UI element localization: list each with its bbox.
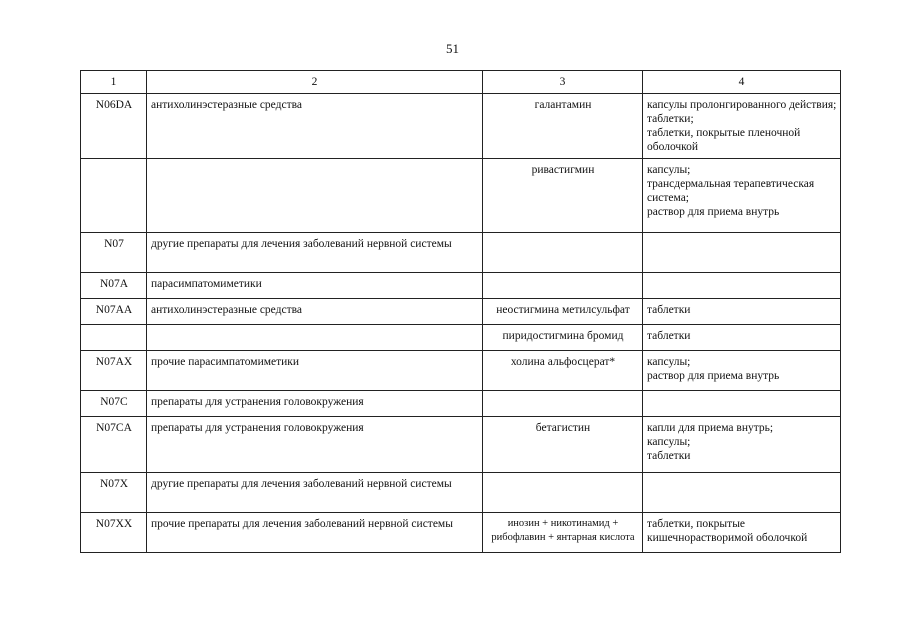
group-name-cell: препараты для устранения головокружения — [147, 391, 483, 417]
dosage-form-line: таблетки — [647, 330, 691, 342]
page-number: 51 — [446, 41, 459, 56]
dosage-form-line: раствор для приема внутрь — [647, 370, 780, 382]
dosage-forms-cell — [643, 159, 841, 233]
table-row — [81, 94, 841, 159]
dosage-forms-cell — [643, 473, 841, 513]
header-col-1: 1 — [81, 71, 147, 94]
drug-name-cell: ривастигмин — [483, 159, 643, 233]
dosage-form-line: капсулы; — [647, 164, 691, 176]
dosage-form-line: таблетки — [647, 450, 691, 462]
dosage-forms-cell — [643, 299, 841, 325]
dosage-form-line: раствор для приема внутрь — [647, 206, 780, 218]
header-row — [81, 71, 841, 94]
dosage-forms-cell — [643, 351, 841, 391]
table-row — [81, 233, 841, 273]
group-name-cell — [147, 325, 483, 351]
drug-name-cell: холина альфосцерат* — [483, 351, 643, 391]
header-col-4: 4 — [643, 71, 841, 94]
drug-name-cell — [483, 273, 643, 299]
header-col-3: 3 — [483, 71, 643, 94]
drug-name-cell: инозин + никотинамид + рибофлавин + янтарная кислота — [483, 513, 643, 553]
drug-name-cell: галантамин — [483, 94, 643, 159]
group-name-cell: прочие парасимпатомиметики — [147, 351, 483, 391]
atc-code-cell — [81, 159, 147, 233]
table-row — [81, 325, 841, 351]
dosage-form-line: таблетки, покрытые пленочной оболочкой — [647, 127, 801, 153]
dosage-forms-cell — [643, 94, 841, 159]
group-name-cell: антихолинэстеразные средства — [147, 299, 483, 325]
atc-code-cell: N07AA — [81, 299, 147, 325]
dosage-forms-cell — [643, 391, 841, 417]
group-name-cell: прочие препараты для лечения заболеваний нервной системы — [147, 513, 483, 553]
table-header — [81, 71, 841, 94]
atc-code-cell — [81, 325, 147, 351]
atc-code-cell: N07 — [81, 233, 147, 273]
drug-name-cell — [483, 391, 643, 417]
drug-name-cell: неостигмина метилсульфат — [483, 299, 643, 325]
table-row — [81, 417, 841, 473]
group-name-cell: другие препараты для лечения заболеваний нервной системы — [147, 233, 483, 273]
group-name-cell: препараты для устранения головокружения — [147, 417, 483, 473]
group-name-cell: антихолинэстеразные средства — [147, 94, 483, 159]
table-row — [81, 473, 841, 513]
atc-code-cell: N07C — [81, 391, 147, 417]
table-row — [81, 351, 841, 391]
group-name-cell: другие препараты для лечения заболеваний нервной системы — [147, 473, 483, 513]
atc-code-cell: N07X — [81, 473, 147, 513]
table-row — [81, 299, 841, 325]
atc-code-cell: N07AX — [81, 351, 147, 391]
dosage-form-line: капли для приема внутрь; — [647, 422, 774, 434]
dosage-forms-cell — [643, 417, 841, 473]
atc-code-cell: N07A — [81, 273, 147, 299]
dosage-form-line: трансдермальная терапевтическая система; — [647, 178, 815, 204]
drug-name-cell — [483, 233, 643, 273]
atc-code-cell: N06DA — [81, 94, 147, 159]
dosage-form-line: капсулы пролонгированного действия; — [647, 99, 837, 111]
atc-code-cell: N07XX — [81, 513, 147, 553]
dosage-form-line: капсулы; — [647, 356, 691, 368]
table-body — [81, 94, 841, 553]
dosage-forms-cell — [643, 233, 841, 273]
atc-code-cell: N07CA — [81, 417, 147, 473]
drug-name-cell: бетагистин — [483, 417, 643, 473]
table-row — [81, 513, 841, 553]
drug-table — [80, 70, 841, 553]
drug-name-cell: пиридостигмина бромид — [483, 325, 643, 351]
header-col-2: 2 — [147, 71, 483, 94]
table-row — [81, 273, 841, 299]
dosage-forms-cell — [643, 513, 841, 553]
dosage-form-line: таблетки; — [647, 113, 694, 125]
dosage-form-line: таблетки — [647, 304, 691, 316]
drug-name-cell — [483, 473, 643, 513]
table-row — [81, 159, 841, 233]
table-row — [81, 391, 841, 417]
group-name-cell — [147, 159, 483, 233]
dosage-form-line: таблетки, покрытые кишечнорастворимой оболочкой — [647, 518, 808, 544]
dosage-form-line: капсулы; — [647, 436, 691, 448]
dosage-forms-cell — [643, 325, 841, 351]
dosage-forms-cell — [643, 273, 841, 299]
group-name-cell: парасимпатомиметики — [147, 273, 483, 299]
